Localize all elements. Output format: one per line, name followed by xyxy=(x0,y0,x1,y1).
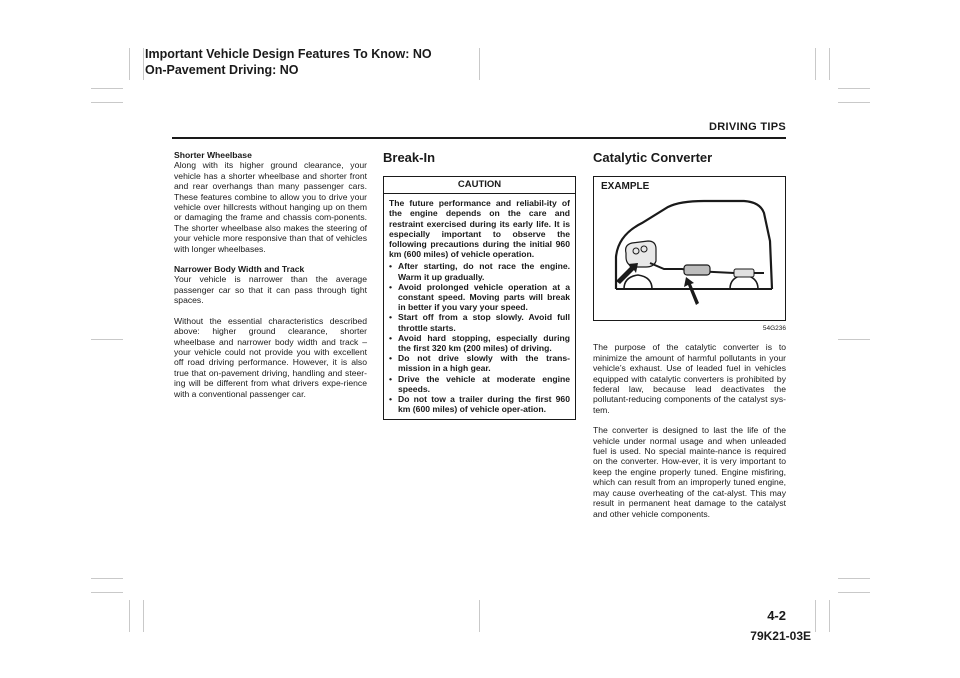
caution-title: CAUTION xyxy=(384,177,575,194)
width-heading: Narrower Body Width and Track xyxy=(174,264,305,275)
header-note-line2: On-Pavement Driving: NO xyxy=(145,63,299,77)
crop-mark xyxy=(91,592,123,593)
wheelbase-paragraph xyxy=(174,150,367,254)
crop-mark xyxy=(91,578,123,579)
crop-mark xyxy=(838,592,870,593)
catalytic-title: Catalytic Converter xyxy=(593,150,713,165)
crop-mark xyxy=(143,600,144,632)
crop-mark xyxy=(479,600,480,632)
crop-mark xyxy=(838,339,870,340)
left-column xyxy=(174,150,367,409)
crop-mark xyxy=(129,600,130,632)
caution-body xyxy=(384,194,575,419)
crop-mark xyxy=(91,339,123,340)
width-paragraph xyxy=(174,264,367,306)
figure-code: 54G236 xyxy=(762,325,786,332)
figure-label: EXAMPLE xyxy=(601,181,650,192)
page-number: 4-2 xyxy=(767,608,786,623)
header-rule xyxy=(172,137,786,139)
right-column xyxy=(593,150,786,529)
section-label: DRIVING TIPS xyxy=(709,121,786,133)
crop-mark xyxy=(838,88,870,89)
wheelbase-heading: Shorter Wheelbase xyxy=(174,150,252,160)
arrow-icon xyxy=(684,277,699,305)
muffler xyxy=(734,269,754,277)
caution-list xyxy=(389,261,570,414)
caution-item: • Avoid hard stopping, especially during the first 320 km (200 miles) of driving. xyxy=(389,333,570,353)
caution-item: • Do not drive slowly with the trans-mission in a high gear. xyxy=(389,353,570,373)
caution-box xyxy=(383,176,576,420)
document-code: 79K21-03E xyxy=(750,629,811,643)
crop-mark xyxy=(838,102,870,103)
wheelbase-text: Along with its higher ground clearance, your vehicle has a shorter wheelbase and shorter front and rear overhangs than many passenger cars. These features combine to allow you to drive your vehicle over hillcrests without hanging up on them or damaging the frame and chassis com-ponents. The shorter wheelbase also makes the steering of your vehicle more responsive than that of vehicles with longer wheelbases. xyxy=(174,160,367,254)
catalytic-figure xyxy=(593,176,786,321)
crop-mark xyxy=(815,48,816,80)
width-text: Your vehicle is narrower than the average passenger car so that it can pass through tight spaces. xyxy=(174,274,367,306)
crop-mark xyxy=(479,48,480,80)
vehicle-exhaust-illustration xyxy=(594,177,785,320)
middle-column xyxy=(383,150,576,420)
caution-item: • Drive the vehicle at moderate engine speeds. xyxy=(389,374,570,394)
crop-mark xyxy=(829,48,830,80)
summary-paragraph: Without the essential characteristics described above: higher ground clearance, shorter wheelbase and narrower body width and track – your vehicle could not provide you with excellent off road driving performance. However, it is also true that on-pavement driving, handling and steer-ing will be different from what drivers expe-rience with a conventional passenger car. xyxy=(174,315,367,399)
caution-item: • After starting, do not race the engine. Warm it up gradually. xyxy=(389,261,570,281)
front-wheel-arch xyxy=(624,275,652,289)
caution-item: • Do not tow a trailer during the first 960 km (600 miles) of vehicle oper-ation. xyxy=(389,394,570,414)
header-note xyxy=(145,46,432,78)
catalytic-paragraph-2: The converter is designed to last the life of the vehicle under normal usage and when unleaded fuel is used. No special mainte-nance is required on the converter. How-ever, it is very important to keep the engine properly tuned. Engine misfiring, which can result from an improperly tuned engine, may cause overheating of the cat-alyst. This may result in permanent heat damage to the catalyst and other vehicle components. xyxy=(593,425,786,519)
catalytic-converter xyxy=(684,265,710,275)
crop-mark xyxy=(143,48,144,80)
caution-item: • Avoid prolonged vehicle operation at a constant speed. Moving parts will break in better if you vary your speed. xyxy=(389,282,570,313)
crop-mark xyxy=(838,578,870,579)
crop-mark xyxy=(91,102,123,103)
crop-mark xyxy=(829,600,830,632)
break-in-title: Break-In xyxy=(383,150,436,165)
crop-mark xyxy=(91,88,123,89)
catalytic-paragraph-1: The purpose of the catalytic converter is to minimize the amount of harmful pollutants in your vehicle’s exhaust. Use of leaded fuel in vehicles equipped with catalytic converters is prohibited by federal law, because lead deactivates the pollutant-reducing components of the catalyst sys-tem. xyxy=(593,342,786,415)
header-note-line1: Important Vehicle Design Features To Know: NO xyxy=(145,47,432,61)
caution-intro: The future performance and reliabil-ity of the engine depends on the care and restraint exercised during its early life. It is especially important to observe the following precautions during the initial 960 km (600 miles) of vehicle operation. xyxy=(389,198,570,260)
caution-item: • Start off from a stop slowly. Avoid full throttle starts. xyxy=(389,312,570,332)
crop-mark xyxy=(815,600,816,632)
crop-mark xyxy=(129,48,130,80)
